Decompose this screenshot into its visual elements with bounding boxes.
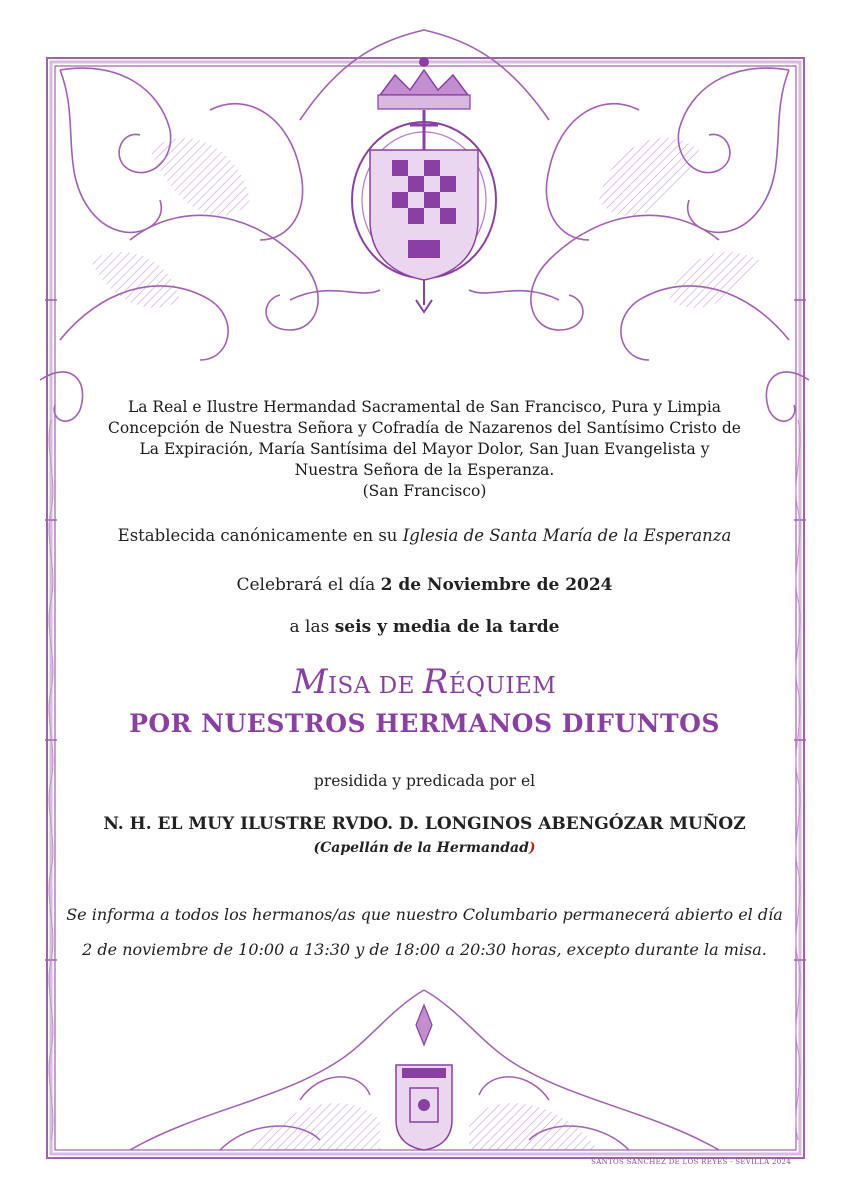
header-line-3: La Expiración, María Santísima del Mayor Dolor, San Juan Evangelista y: [139, 440, 710, 458]
header-line-4: Nuestra Señora de la Esperanza.: [294, 461, 555, 479]
header-line-2: Concepción de Nuestra Señora y Cofradía de Nazarenos del Santísimo Cristo de: [108, 419, 741, 437]
title-isa-de: ISA DE: [327, 673, 423, 699]
celebrant-name: N. H. EL MUY ILUSTRE RVDO. D. LONGINOS ABENGÓZAR MUÑOZ: [103, 814, 746, 834]
role-close-paren: ): [528, 840, 536, 856]
notice-line-1: Se informa a todos los hermanos/as que nuestro Columbario permanecerá abierto el día: [66, 905, 783, 924]
celebrant-role: [0, 840, 849, 856]
church-name: Iglesia de Santa María de la Esperanza: [402, 526, 732, 545]
title-initial-r: R: [422, 662, 449, 702]
celebration-line: [0, 575, 849, 595]
title-equiem: ÉQUIEM: [448, 673, 557, 699]
header-line-1: La Real e Ilustre Hermandad Sacramental de San Francisco, Pura y Limpia: [127, 398, 722, 416]
celebration-date: 2 de Noviembre de 2024: [380, 575, 613, 595]
established-prefix: Establecida canónicamente en su: [117, 526, 403, 545]
title-initial-m: M: [292, 662, 328, 702]
time-line: [0, 617, 849, 637]
notice-line-2: 2 de noviembre de 10:00 a 13:30 y de 18:00 a 20:30 horas, excepto durante la misa.: [82, 940, 767, 959]
mass-subtitle: POR NUESTROS HERMANOS DIFUNTOS: [129, 709, 720, 738]
artist-signature: SANTOS SÁNCHEZ DE LOS REYES - SEVILLA 2024: [591, 1158, 791, 1166]
time-value: seis y media de la tarde: [334, 617, 560, 637]
coat-of-arms: [352, 57, 496, 312]
mass-title: [0, 662, 849, 702]
presided-line: presidida y predicada por el: [313, 772, 536, 790]
bottom-shield: [396, 1005, 452, 1150]
role-text: (Capellán de la Hermandad: [313, 840, 529, 856]
time-prefix: a las: [289, 617, 335, 637]
celebration-prefix: Celebrará el día: [236, 575, 381, 595]
header-line-5: (San Francisco): [362, 482, 487, 500]
brotherhood-header: [0, 397, 849, 502]
established-line: [0, 526, 849, 545]
